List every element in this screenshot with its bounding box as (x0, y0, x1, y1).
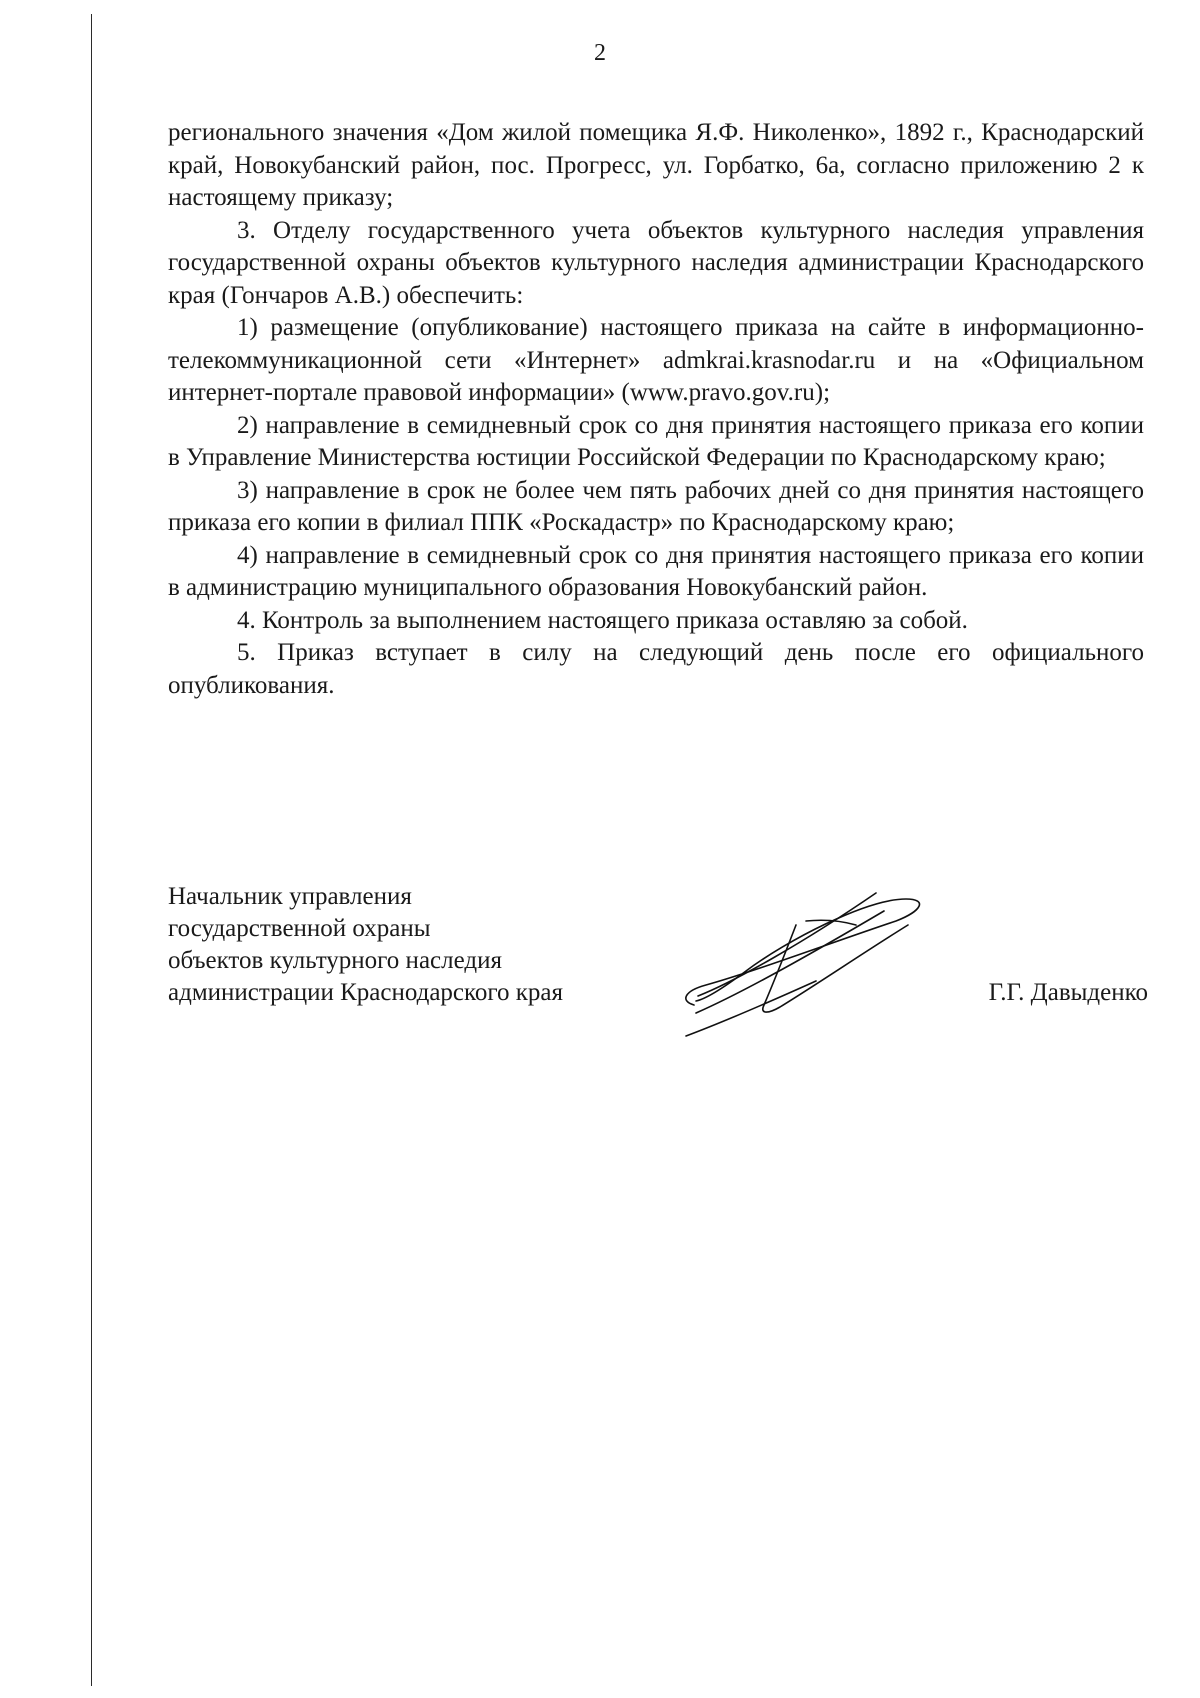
signature-block (168, 881, 1148, 1041)
page-number: 2 (594, 40, 606, 66)
paragraph-item-5: 5. Приказ вступает в силу на следующий день после его официального опубликования. (168, 639, 1144, 699)
paragraph-subitem-2: 2) направление в семидневный срок со дня принятия настоящего приказа его копии в Управление Министерства юстиции Российской Федерации по Краснодарскому краю; (168, 411, 1144, 471)
signatory-title-line: администрации Краснодарского края (168, 979, 564, 1006)
page-margin-line (91, 14, 92, 1686)
handwritten-signature (666, 881, 926, 1041)
paragraph-subitem-4: 4) направление в семидневный срок со дня принятия настоящего приказа его копии в администрацию муниципального образования Новокубанский район. (168, 541, 1144, 601)
paragraph-item-3: 3. Отделу государственного учета объектов культурного наследия управления государственной охраны объектов культурного наследия администрации Краснодарского края (Гончаров А.В.) обеспечить: (168, 216, 1144, 309)
document-body (168, 117, 1144, 702)
paragraph-subitem-1: 1) размещение (опубликование) настоящего приказа на сайте в информационно-телекоммуникационной сети «Интернет» admkrai.krasnodar.ru и на «Официальном интернет-портале правовой информации» (www.pravo.gov.ru); (168, 314, 1144, 406)
signatory-title-line: государственной охраны (168, 915, 431, 942)
paragraph-subitem-3: 3) направление в срок не более чем пять рабочих дней со дня принятия настоящего приказа его копии в филиал ППК «Роскадастр» по Краснодарскому краю; (168, 476, 1144, 536)
paragraph-continuation: регионального значения «Дом жилой помещика Я.Ф. Николенко», 1892 г., Краснодарский край, Новокубанский район, пос. Прогресс, ул. Горбатко, 6а, согласно приложению 2 к настоящему приказу; (168, 119, 1144, 211)
signatory-name: Г.Г. Давыденко (988, 979, 1148, 1006)
signatory-title-line: Начальник управления (168, 883, 412, 910)
paragraph-item-4: 4. Контроль за выполнением настоящего приказа оставляю за собой. (237, 606, 968, 634)
signatory-title-line: объектов культурного наследия (168, 947, 502, 974)
